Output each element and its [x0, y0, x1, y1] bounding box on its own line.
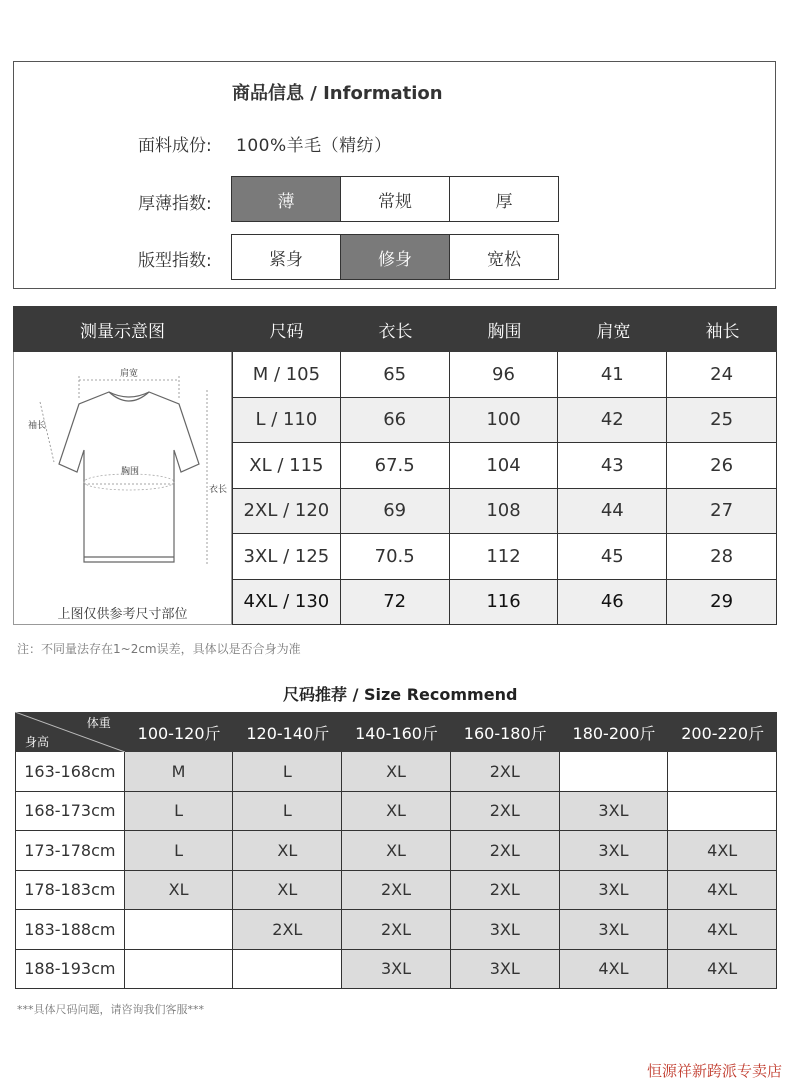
table-cell: 70.5 — [341, 534, 450, 580]
fit-label: 版型指数: — [138, 251, 212, 271]
size-cell: 4XL — [668, 871, 777, 911]
size-cell: XL — [233, 871, 342, 911]
table-row — [232, 352, 777, 398]
size-cell: 3XL — [560, 831, 669, 871]
size-cell: 4XL — [668, 950, 777, 990]
table-cell: 3XL / 125 — [232, 534, 341, 580]
diagram-sleeve-label: 袖长 — [28, 421, 47, 431]
table-row — [232, 580, 777, 626]
table-cell: 96 — [450, 352, 559, 398]
table-row — [15, 831, 777, 871]
size-cell: 4XL — [560, 950, 669, 990]
size-cell — [668, 792, 777, 832]
size-chart — [13, 306, 777, 625]
fit-option: 修身 — [340, 235, 449, 279]
table-cell: L / 110 — [232, 398, 341, 444]
size-recommend-table — [15, 712, 777, 989]
fit-options — [231, 234, 559, 280]
weight-header: 180-200斤 — [572, 723, 656, 743]
tshirt-diagram — [14, 352, 233, 602]
table-row — [15, 792, 777, 832]
size-cell: 3XL — [451, 910, 560, 950]
table-cell: 41 — [558, 352, 667, 398]
height-cell: 173-178cm — [15, 831, 125, 871]
table-cell: 44 — [558, 489, 667, 535]
table-cell: XL / 115 — [232, 443, 341, 489]
size-cell: M — [125, 752, 234, 792]
table-cell: 27 — [667, 489, 777, 535]
table-cell: 69 — [341, 489, 450, 535]
size-cell: L — [125, 792, 234, 832]
weight-header: 160-180斤 — [463, 723, 547, 743]
table-row — [232, 489, 777, 535]
table-row — [15, 871, 777, 911]
table-row — [232, 398, 777, 444]
fabric-label: 面料成份: — [138, 136, 212, 156]
size-cell: 2XL — [451, 752, 560, 792]
weight-header: 200-220斤 — [681, 723, 765, 743]
store-watermark: 恒源祥新跨派专卖店 — [646, 1062, 782, 1080]
height-cell: 163-168cm — [15, 752, 125, 792]
table-row — [232, 443, 777, 489]
size-chart-header — [13, 306, 777, 352]
size-cell: 2XL — [451, 871, 560, 911]
size-cell — [125, 910, 234, 950]
size-cell: 3XL — [451, 950, 560, 990]
header-sleeve: 袖长 — [705, 321, 740, 342]
size-cell: 2XL — [451, 792, 560, 832]
table-row — [232, 534, 777, 580]
table-cell: 46 — [558, 580, 667, 626]
table-cell: 66 — [341, 398, 450, 444]
recommend-body — [15, 752, 777, 989]
table-cell: 72 — [341, 580, 450, 626]
table-cell: M / 105 — [232, 352, 341, 398]
header-size: 尺码 — [269, 321, 304, 342]
table-row — [15, 752, 777, 792]
height-cell: 168-173cm — [15, 792, 125, 832]
header-diagram: 测量示意图 — [80, 321, 165, 342]
diagram-shoulder-label: 肩宽 — [119, 369, 139, 379]
weight-header: 100-120斤 — [137, 723, 221, 743]
table-cell: 67.5 — [341, 443, 450, 489]
header-length: 衣长 — [378, 321, 413, 342]
table-cell: 116 — [450, 580, 559, 626]
table-cell: 43 — [558, 443, 667, 489]
height-cell: 188-193cm — [15, 950, 125, 990]
table-cell: 100 — [450, 398, 559, 444]
size-cell: XL — [342, 792, 451, 832]
corner-height-label: 身高 — [25, 735, 50, 749]
fit-option: 紧身 — [269, 249, 303, 270]
size-cell: XL — [233, 831, 342, 871]
info-title: 商品信息 / Information — [232, 83, 443, 104]
thickness-option: 厚 — [449, 177, 558, 221]
thickness-options — [231, 176, 559, 222]
size-cell: 3XL — [560, 871, 669, 911]
table-cell: 29 — [667, 580, 777, 626]
size-cell: L — [233, 752, 342, 792]
recommend-title: 尺码推荐 / Size Recommend — [283, 685, 518, 704]
size-cell: XL — [125, 871, 234, 911]
header-shoulder: 肩宽 — [596, 321, 631, 342]
table-cell: 104 — [450, 443, 559, 489]
size-cell: L — [125, 831, 234, 871]
height-cell: 183-188cm — [15, 910, 125, 950]
recommend-header — [15, 712, 777, 752]
recommend-corner — [15, 712, 125, 752]
size-cell — [125, 950, 234, 990]
table-cell: 26 — [667, 443, 777, 489]
fit-option: 宽松 — [449, 235, 558, 279]
thickness-option: 常规 — [340, 177, 449, 221]
weight-header: 120-140斤 — [246, 723, 330, 743]
diagram-chest-label: 胸围 — [121, 467, 140, 477]
size-cell: 2XL — [342, 871, 451, 911]
table-cell: 42 — [558, 398, 667, 444]
table-cell: 25 — [667, 398, 777, 444]
diagram-caption: 上图仅供参考尺寸部位 — [57, 607, 188, 622]
table-row — [15, 910, 777, 950]
size-cell: 4XL — [668, 831, 777, 871]
size-cell: 3XL — [560, 910, 669, 950]
table-cell: 65 — [341, 352, 450, 398]
table-cell: 2XL / 120 — [232, 489, 341, 535]
weight-header: 140-160斤 — [355, 723, 438, 743]
size-cell: 3XL — [560, 792, 669, 832]
measurement-diagram — [13, 352, 232, 625]
size-cell: 2XL — [342, 910, 451, 950]
thickness-label: 厚薄指数: — [138, 194, 212, 214]
table-cell: 112 — [450, 534, 559, 580]
measurement-note: 注：不同量法存在1~2cm误差，具体以是否合身为准 — [17, 642, 301, 656]
size-cell: 2XL — [451, 831, 560, 871]
size-cell: L — [233, 792, 342, 832]
table-cell: 4XL / 130 — [232, 580, 341, 626]
table-cell: 24 — [667, 352, 777, 398]
customer-service-note: ***具体尺码问题，请咨询我们客服*** — [17, 1003, 204, 1016]
size-cell: 4XL — [668, 910, 777, 950]
size-cell: 3XL — [342, 950, 451, 990]
header-chest: 胸围 — [487, 321, 522, 342]
fabric-value: 100%羊毛（精纺） — [236, 136, 392, 156]
diagram-length-label: 衣长 — [209, 485, 228, 495]
size-cell — [233, 950, 342, 990]
table-cell: 28 — [667, 534, 777, 580]
size-chart-body — [232, 352, 777, 625]
size-cell — [560, 752, 669, 792]
thickness-option: 薄 — [232, 177, 340, 221]
size-cell: XL — [342, 752, 451, 792]
size-cell — [668, 752, 777, 792]
size-cell: XL — [342, 831, 451, 871]
table-cell: 45 — [558, 534, 667, 580]
height-cell: 178-183cm — [15, 871, 125, 911]
size-cell: 2XL — [233, 910, 342, 950]
table-cell: 108 — [450, 489, 559, 535]
corner-weight-label: 体重 — [86, 716, 111, 730]
table-row — [15, 950, 777, 990]
